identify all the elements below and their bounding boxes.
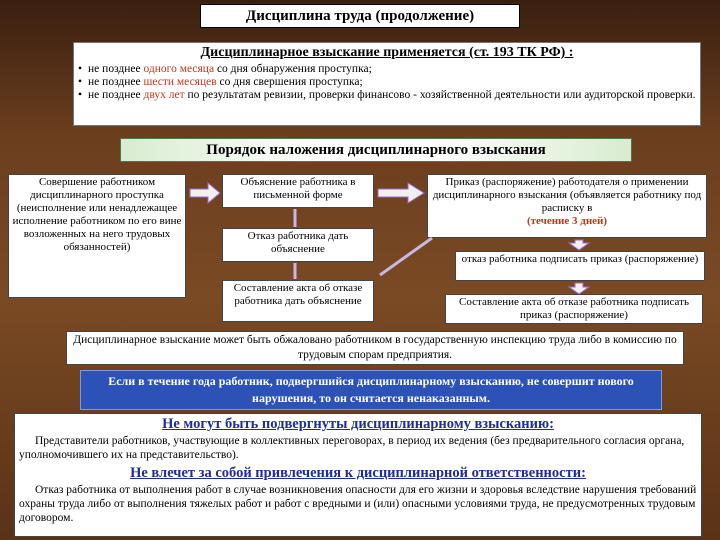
arrow-explanation-to-order bbox=[378, 183, 424, 203]
slide-title: Дисциплина труда (продолжение) bbox=[200, 4, 520, 28]
rule-item-2: • не позднее шести месяцев со дня свершения проступка; bbox=[78, 76, 363, 88]
rule-item-3: • не позднее двух лет по результатам ревизии, проверки финансово - хозяйственной деятельности или аудиторской проверки. bbox=[78, 89, 696, 101]
exempt-heading: Не могут быть подвергнуты дисциплинарному взысканию: bbox=[162, 416, 554, 432]
order-term: (течение 3 дней) bbox=[526, 215, 608, 227]
order-text: Приказ (распоряжение) работодателя о применении дисциплинарного взыскания (объявляется работнику под расписку в bbox=[432, 176, 702, 214]
year-note: Если в течение года работник, подвергшийся дисциплинарному взысканию, не совершит нового нарушения, то он считается ненаказанным. bbox=[80, 370, 662, 410]
rule-item-1: • не позднее одного месяца со дня обнаружения проступка; bbox=[78, 63, 372, 75]
step-offense: Совершение работником дисциплинарного проступка (неисполнение или ненадлежащее исполнение работником по его вине возложенных на него трудовых обязанностей) bbox=[8, 174, 186, 298]
arrow-refuse-sign-to-act bbox=[569, 283, 589, 294]
connector-to-order-diag bbox=[380, 238, 432, 275]
step-refuse-explain: Отказ работника дать объяснение bbox=[222, 228, 374, 262]
appeal-note: Дисциплинарное взыскание может быть обжаловано работником в государственную инспекцию труда либо в комиссию по трудовым спорам предприятия. bbox=[66, 331, 684, 365]
arrow-order-to-refuse-sign bbox=[569, 240, 589, 250]
not-liable-heading: Не влечет за собой привлечения к дисциплинарной ответственности: bbox=[130, 465, 586, 481]
not-liable-text: Отказ работника от выполнения работ в случае возникновения опасности для его жизни и здоровья вследствие нарушения требований охраны труда либо от выполнения тяжелых работ и работ с вредными и (или) опасными условиями труда, не предусмотренных трудовым договором. bbox=[19, 484, 697, 524]
arrow-offense-to-explanation bbox=[190, 183, 220, 203]
exceptions-box bbox=[14, 413, 702, 537]
exempt-text: Представители работников, участвующие в коллективных переговорах, в период их ведения (без предварительного согласия органа, уполномочившего их на представительство). bbox=[19, 435, 685, 461]
step-act-refuse-explain: Составление акта об отказе работника дать объяснение bbox=[222, 280, 374, 322]
step-refuse-sign: отказ работника подписать приказ (распоряжение) bbox=[455, 251, 705, 281]
rules-heading: Дисциплинарное взыскание применяется (ст. 193 ТК РФ) : bbox=[200, 45, 574, 60]
order-heading: Порядок наложения дисциплинарного взыскания bbox=[120, 138, 632, 162]
step-explanation: Объяснение работника в письменной форме bbox=[222, 174, 374, 208]
step-act-refuse-sign: Составление акта об отказе работника подписать приказ (распоряжение) bbox=[445, 294, 703, 324]
